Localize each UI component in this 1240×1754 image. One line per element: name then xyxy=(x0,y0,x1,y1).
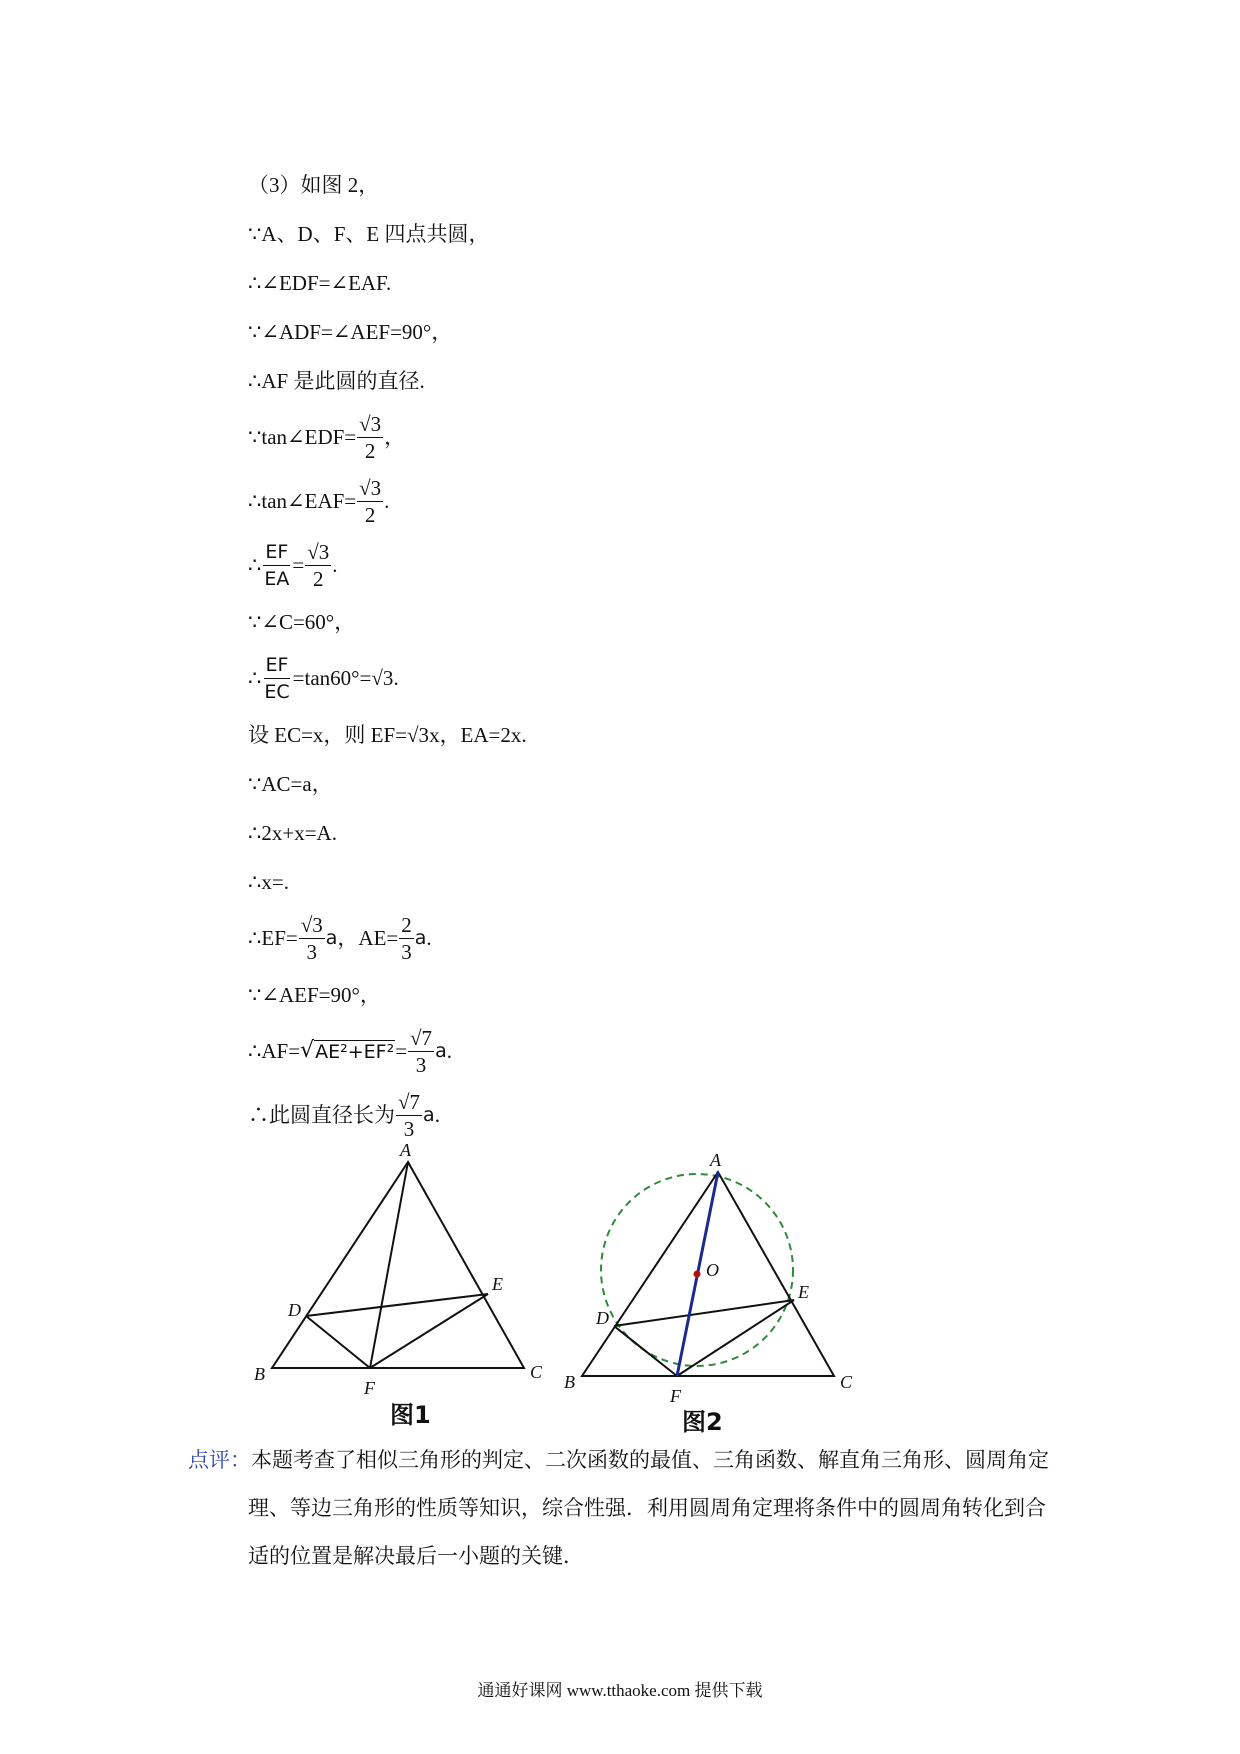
fig1-segment-de xyxy=(306,1294,488,1316)
fig2-label-d: D xyxy=(596,1308,609,1328)
solution-line-2: ∵A、D、F、E 四点共圆， xyxy=(248,221,490,246)
figures-area xyxy=(240,1140,870,1440)
fraction-sqrt3-over-2: $\frac{√3}{2}$ xyxy=(359,475,382,527)
comment-text-3: 适的位置是解决最后一小题的关键． xyxy=(248,1544,584,1568)
figure-2-labels xyxy=(564,1150,853,1406)
solution-line-8: ∴ $\frac{EF}{EA}$ = $\frac{√3}{2}$ . xyxy=(248,539,338,591)
figure-2-caption: 图2 xyxy=(682,1408,723,1436)
solution-line-15: ∴EF= $\frac{√3}{3}$ a ，AE= $\frac{2}{3}$ a . xyxy=(248,912,432,964)
fig1-triangle-abc xyxy=(272,1162,524,1368)
figure-1-labels xyxy=(254,1140,543,1398)
fraction-ef-over-ea: $\frac{EF}{EA}$ xyxy=(264,540,290,590)
fig2-label-o: O xyxy=(706,1260,719,1280)
solution-line-18: ∴此圆直径长为 $\frac{√7}{3}$ a . xyxy=(248,1089,440,1141)
fig1-label-d: D xyxy=(288,1300,301,1320)
fig1-segment-af xyxy=(370,1162,408,1368)
fig2-segment-ef xyxy=(677,1300,794,1376)
fig2-label-f: F xyxy=(670,1386,681,1406)
fig2-label-c: C xyxy=(840,1372,853,1392)
fig1-segment-ef xyxy=(370,1294,488,1368)
comment-text-1: 本题考查了相似三角形的判定、二次函数的最值、三角函数、解直角三角形、圆周角定 xyxy=(251,1448,1049,1472)
solution-line-17: ∴AF= √ AE²+EF² = $\frac{√7}{3}$ a . xyxy=(248,1025,452,1077)
fraction-sqrt7-over-3: $\frac{√7}{3}$ xyxy=(398,1089,421,1141)
fig2-center-o xyxy=(694,1271,701,1278)
comment-label: 点评： xyxy=(188,1448,251,1472)
solution-body xyxy=(248,160,1108,1147)
fraction-sqrt7-over-3: $\frac{√7}{3}$ xyxy=(410,1025,433,1077)
fraction-sqrt3-over-2: $\frac{√3}{2}$ xyxy=(359,411,382,463)
sqrt-ae2-ef2: √ AE²+EF² xyxy=(300,1038,395,1063)
solution-line-1: （3）如图 2， xyxy=(248,172,380,197)
solution-line-6: ∵tan∠EDF= $\frac{√3}{2}$ ， xyxy=(248,411,406,463)
solution-line-9: ∵∠C=60°， xyxy=(248,609,356,634)
fig1-label-f: F xyxy=(364,1378,375,1398)
solution-line-16: ∵∠AEF=90°， xyxy=(248,982,381,1007)
solution-line-14: ∴x=. xyxy=(248,869,289,894)
fig1-segment-df xyxy=(306,1316,370,1368)
fraction-sqrt3-over-2: $\frac{√3}{2}$ xyxy=(307,539,330,591)
fig2-label-a: A xyxy=(710,1150,721,1170)
fig2-segment-df xyxy=(614,1326,677,1376)
page-footer: 通通好课网 www.tthaoke.com 提供下载 xyxy=(477,1681,763,1700)
comment-text-2: 理、等边三角形的性质等知识，综合性强．利用圆周角定理将条件中的圆周角转化到合 xyxy=(248,1496,1046,1520)
solution-line-10: ∴ $\frac{EF}{EC}$ =tan60°= √3 . xyxy=(248,653,399,703)
fraction-2-over-3: $\frac{2}{3}$ xyxy=(401,912,412,964)
fig1-label-e: E xyxy=(492,1274,503,1294)
fig2-label-e: E xyxy=(798,1282,809,1302)
fig2-segment-de xyxy=(614,1300,794,1326)
fig1-label-a: A xyxy=(400,1140,411,1160)
comment-section xyxy=(188,1436,1088,1580)
solution-line-12: ∵AC=a， xyxy=(248,771,333,796)
figure-1-caption: 图1 xyxy=(390,1401,431,1429)
geometry-figures xyxy=(240,1140,870,1440)
solution-line-3: ∴∠EDF=∠EAF. xyxy=(248,270,392,295)
solution-line-13: ∴2x+x=A. xyxy=(248,820,337,845)
solution-line-5: ∴AF 是此圆的直径. xyxy=(248,368,425,393)
fig1-label-c: C xyxy=(530,1362,543,1382)
figure-1 xyxy=(272,1162,524,1368)
fig1-label-b: B xyxy=(254,1364,265,1384)
solution-line-4: ∵∠ADF=∠AEF=90°， xyxy=(248,319,453,344)
solution-line-7: ∴tan∠EAF= $\frac{√3}{2}$ . xyxy=(248,475,390,527)
fraction-sqrt3-over-3: $\frac{√3}{3}$ xyxy=(300,912,323,964)
solution-line-11: 设 EC=x，则 EF= √3 x，EA=2x. xyxy=(248,722,527,747)
fraction-ef-over-ec: $\frac{EF}{EC}$ xyxy=(264,653,290,703)
fig2-label-b: B xyxy=(564,1372,575,1392)
